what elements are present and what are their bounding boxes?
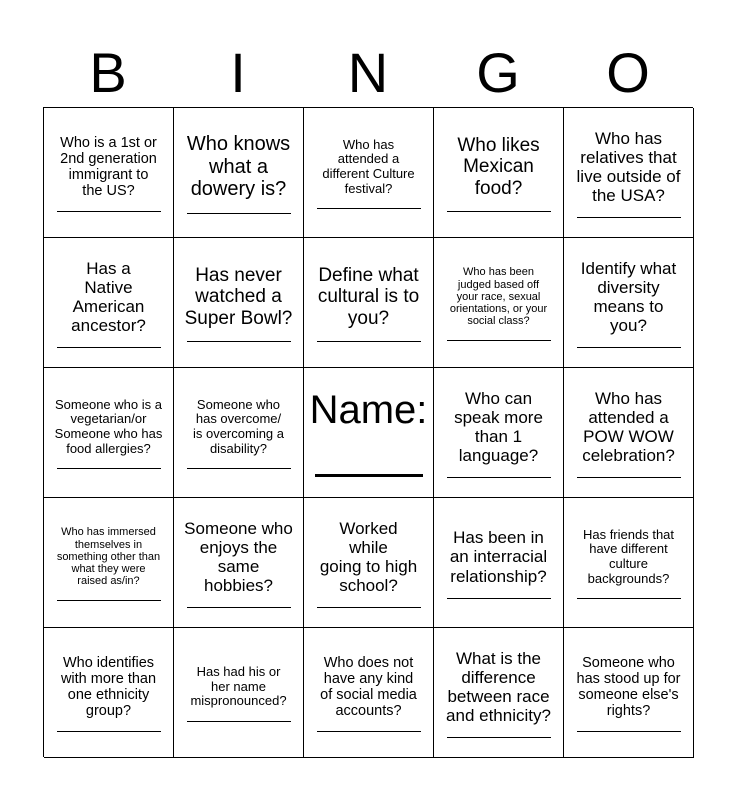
header-letter-i: I (230, 41, 246, 104)
cell-prompt: Who knows what a dowery is? (186, 133, 291, 201)
cell-prompt: Who has relatives that live outside of the USA? (576, 128, 681, 206)
answer-line (447, 340, 551, 341)
cell-prompt: Who identifies with more than one ethnicity group? (60, 654, 157, 720)
header-letter-g: G (476, 41, 520, 104)
cell-prompt: Someone who enjoys the same hobbies? (184, 518, 293, 596)
bingo-cell-2-1[interactable] (44, 238, 174, 368)
header-letter-o: O (606, 41, 650, 104)
answer-line (57, 211, 161, 212)
bingo-cell-1-3[interactable] (304, 108, 434, 238)
answer-line (577, 731, 681, 732)
answer-line (577, 598, 681, 599)
bingo-cell-1-4[interactable] (434, 108, 564, 238)
cell-prompt: Who has been judged based off your race, sexual orientations, or your social class? (449, 266, 548, 328)
bingo-cell-2-5[interactable] (564, 238, 694, 368)
cell-prompt: Who does not have any kind of social media accounts? (320, 654, 417, 720)
bingo-cell-2-3[interactable] (304, 238, 434, 368)
cell-prompt: Define what cultural is to you? (317, 265, 420, 329)
cell-prompt: Someone who has overcome/ is overcoming a disability? (192, 396, 285, 456)
cell-prompt: Has friends that have different culture backgrounds? (582, 526, 675, 586)
bingo-cell-1-1[interactable] (44, 108, 174, 238)
cell-prompt: What is the difference between race and ethnicity? (446, 648, 551, 726)
cell-prompt: Who has immersed themselves in something other than what they were raised as/in? (56, 526, 161, 588)
answer-line (57, 468, 161, 469)
bingo-cell-5-4[interactable] (434, 628, 564, 758)
bingo-cell-free-space[interactable] (304, 368, 434, 498)
answer-line (317, 208, 421, 209)
answer-line (447, 737, 551, 738)
answer-line (187, 721, 291, 722)
answer-line (57, 731, 161, 732)
answer-line (187, 607, 291, 608)
bingo-cell-3-4[interactable] (434, 368, 564, 498)
cell-prompt: Who has attended a different Culture festival? (322, 136, 415, 196)
answer-line (317, 341, 421, 342)
cell-prompt: Who likes Mexican food? (457, 135, 540, 199)
bingo-cell-4-4[interactable] (434, 498, 564, 628)
cell-prompt: Who is a 1st or 2nd generation immigrant to the US? (60, 134, 157, 200)
cell-prompt: Worked while going to high school? (319, 518, 418, 596)
bingo-cell-4-3[interactable] (304, 498, 434, 628)
bingo-header (43, 40, 693, 106)
cell-prompt: Has never watched a Super Bowl? (184, 265, 293, 329)
bingo-cell-5-3[interactable] (304, 628, 434, 758)
bingo-board (43, 107, 693, 757)
bingo-cell-1-2[interactable] (174, 108, 304, 238)
answer-line (447, 598, 551, 599)
answer-line (187, 341, 291, 342)
bingo-cell-3-1[interactable] (44, 368, 174, 498)
answer-line (577, 217, 681, 218)
header-letter-n: N (347, 41, 389, 104)
bingo-cell-3-2[interactable] (174, 368, 304, 498)
cell-prompt: Who has attended a POW WOW celebration? (582, 388, 675, 466)
answer-line (187, 213, 291, 214)
cell-prompt: Has had his or her name mispronounced? (190, 664, 287, 709)
bingo-cell-4-5[interactable] (564, 498, 694, 628)
answer-line (57, 347, 161, 348)
answer-line (447, 477, 551, 478)
bingo-cell-2-2[interactable] (174, 238, 304, 368)
name-label: Name: (309, 388, 428, 432)
answer-line (187, 468, 291, 469)
cell-prompt: Someone who has stood up for someone else's rights? (576, 654, 681, 720)
bingo-cell-5-5[interactable] (564, 628, 694, 758)
answer-line (577, 477, 681, 478)
answer-line (317, 731, 421, 732)
bingo-cell-5-2[interactable] (174, 628, 304, 758)
cell-prompt: Has a Native American ancestor? (71, 258, 146, 336)
header-letter-b: B (89, 41, 127, 104)
answer-line (57, 600, 161, 601)
cell-prompt: Has been in an interracial relationship? (449, 528, 548, 586)
answer-line (577, 347, 681, 348)
answer-line (317, 607, 421, 608)
bingo-cell-5-1[interactable] (44, 628, 174, 758)
cell-prompt: Someone who is a vegetarian/or Someone who has food allergies? (54, 396, 163, 456)
bingo-cell-4-2[interactable] (174, 498, 304, 628)
cell-prompt: Identify what diversity means to you? (580, 258, 677, 336)
name-line (315, 474, 423, 477)
bingo-cell-3-5[interactable] (564, 368, 694, 498)
bingo-cell-2-4[interactable] (434, 238, 564, 368)
bingo-cell-4-1[interactable] (44, 498, 174, 628)
cell-prompt: Who can speak more than 1 language? (454, 388, 543, 466)
answer-line (447, 211, 551, 212)
bingo-cell-1-5[interactable] (564, 108, 694, 238)
